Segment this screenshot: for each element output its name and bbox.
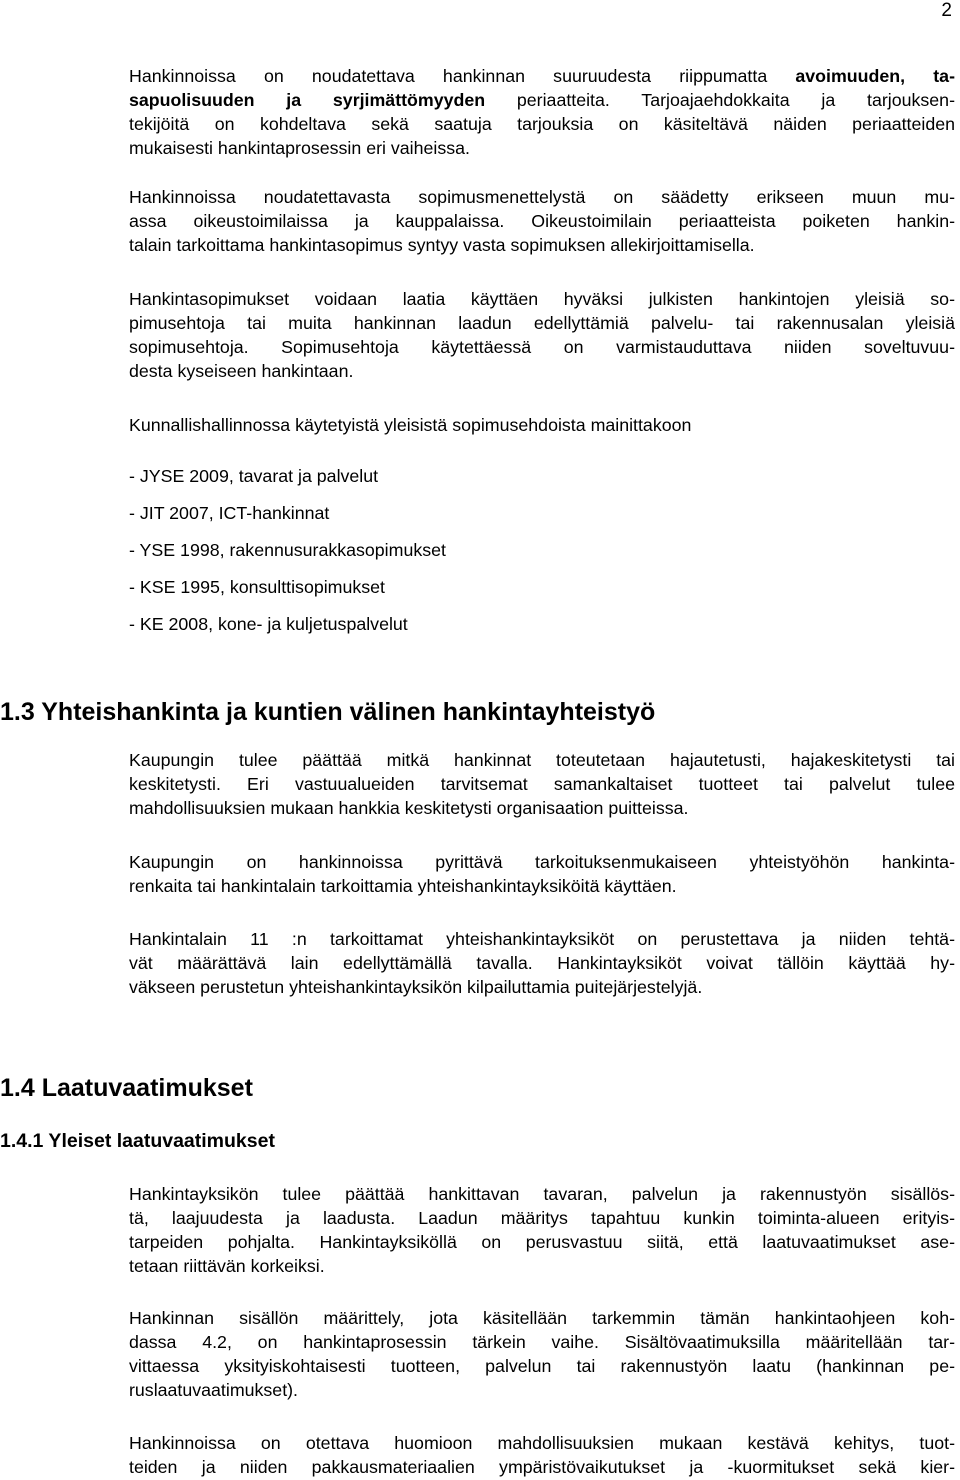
paragraph-line: tarpeiden pohjalta. Hankintayksiköllä on perusvastuu siitä, että laatuvaatimukset ase-: [129, 1232, 955, 1252]
paragraph-line: vittaessa yksityiskohtaisesti tuotteen, palvelun tai rakennustyön laatu (hankinnan pe-: [129, 1356, 955, 1376]
paragraph-line: sapuolisuuden ja syrjimättömyyden periaatteita. Tarjoajaehdokkaita ja tarjouksen-: [129, 90, 955, 110]
paragraph-line: renkaita tai hankintalain tarkoittamia yhteishankintayksiköitä käyttäen.: [129, 876, 677, 896]
paragraph-line: vät määrättävä lain edellyttämällä tavalla. Hankintayksiköt voivat tällöin käyttää hy-: [129, 953, 955, 973]
paragraph-line: mukaisesti hankintaprosessin eri vaiheissa.: [129, 138, 470, 158]
paragraph-line: keskitetysti. Eri vastuualueiden tarvitsemat samankaltaiset tuotteet tai palvelut tulee: [129, 774, 955, 794]
paragraph-line: Kaupungin tulee päättää mitkä hankinnat toteutetaan hajautetusti, hajakeskitetysti tai: [129, 750, 955, 770]
paragraph-line: Hankinnoissa noudatettavasta sopimusmenettelystä on säädetty erikseen muun mu-: [129, 187, 955, 207]
paragraph-line: Hankinnoissa on otettava huomioon mahdollisuuksien mukaan kestävä kehitys, tuot-: [129, 1433, 955, 1453]
list-item: - KE 2008, kone- ja kuljetuspalvelut: [129, 614, 408, 634]
paragraph-contract-procedure: [129, 185, 955, 257]
paragraph-line: talain tarkoittama hankintasopimus syntyy vasta sopimuksen allekirjoittamisella.: [129, 235, 755, 255]
paragraph-line: Hankinnoissa on noudatettava hankinnan suuruudesta riippumatta avoimuuden, ta-: [129, 66, 955, 86]
paragraph-line: teiden ja niiden pakkausmateriaalien ympäristövaikutukset ja -kuormitukset sekä kier-: [129, 1457, 955, 1477]
paragraph-line: Hankintasopimukset voidaan laatia käyttäen hyväksi julkisten hankintojen yleisiä so-: [129, 289, 955, 309]
list-item: - KSE 1995, konsulttisopimukset: [129, 577, 385, 597]
paragraph-line: desta kyseiseen hankintaan.: [129, 361, 354, 381]
paragraph-joint-procurement-units: [129, 927, 955, 999]
page-number: 2: [941, 0, 952, 21]
paragraph-line: dassa 4.2, on hankintaprosessin tärkein vaihe. Sisältövaatimuksilla määritellään tar-: [129, 1332, 955, 1352]
paragraph-line: Hankinnan sisällön määrittely, jota käsitellään tarkemmin tämän hankintaohjeen koh-: [129, 1308, 955, 1328]
bold-term: avoimuuden, ta-: [795, 66, 955, 86]
list-item: - JIT 2007, ICT-hankinnat: [129, 503, 330, 523]
paragraph-line: ruslaatuvaatimukset).: [129, 1380, 298, 1400]
paragraph-line: väkseen perustetun yhteishankintayksikön kilpailuttamia puitejärjestelyjä.: [129, 977, 703, 997]
paragraph-line: mahdollisuuksien mukaan hankkia keskitetysti organisaation puitteissa.: [129, 798, 689, 818]
paragraph-sustainability: [129, 1431, 955, 1479]
subsection-heading-1-4-1: 1.4.1 Yleiset laatuvaatimukset: [0, 1130, 275, 1152]
paragraph-line: Hankintalain 11 :n tarkoittamat yhteishankintayksiköt on perustettava ja niiden tehtä-: [129, 929, 955, 949]
paragraph-principles: [129, 64, 955, 160]
paragraph-line: Kunnallishallinnossa käytetyistä yleisistä sopimusehdoista mainittakoon: [129, 415, 692, 435]
paragraph-quality-decision: [129, 1182, 955, 1278]
section-heading-1-3: 1.3 Yhteishankinta ja kuntien välinen hankintayhteistyö: [0, 698, 656, 726]
paragraph-centralization: [129, 748, 955, 820]
paragraph-content-definition: [129, 1306, 955, 1402]
paragraph-line: tekijöitä on kohdeltava sekä saatuja tarjouksia on käsiteltävä näiden periaatteiden: [129, 114, 955, 134]
paragraph-line: Hankintayksikön tulee päättää hankittavan tavaran, palvelun ja rakennustyön sisällös-: [129, 1184, 955, 1204]
list-item: - YSE 1998, rakennusurakkasopimukset: [129, 540, 446, 560]
section-heading-1-4: 1.4 Laatuvaatimukset: [0, 1074, 253, 1102]
paragraph-contract-terms: [129, 287, 955, 383]
bold-term: sapuolisuuden ja syrjimättömyyden: [129, 90, 486, 110]
paragraph-general-terms-intro: [129, 413, 955, 437]
paragraph-line: sopimusehtoja. Sopimusehtoja käytettäessä on varmistauduttava niiden soveltuvuu-: [129, 337, 955, 357]
paragraph-cooperation: [129, 850, 955, 898]
paragraph-line: Kaupungin on hankinnoissa pyrittävä tarkoituksenmukaiseen yhteistyöhön hankinta-: [129, 852, 955, 872]
list-item: - JYSE 2009, tavarat ja palvelut: [129, 466, 379, 486]
paragraph-line: assa oikeustoimilaissa ja kauppalaissa. Oikeustoimilain periaatteista poiketen hankin-: [129, 211, 955, 231]
paragraph-line: tetaan riittävän korkeiksi.: [129, 1256, 325, 1276]
paragraph-line: pimusehtoja tai muita hankinnan laadun edellyttämiä palvelu- tai rakennusalan yleisiä: [129, 313, 955, 333]
paragraph-line: tä, laajuudesta ja laadusta. Laadun määritys tapahtuu kunkin toiminta-alueen erityis-: [129, 1208, 955, 1228]
